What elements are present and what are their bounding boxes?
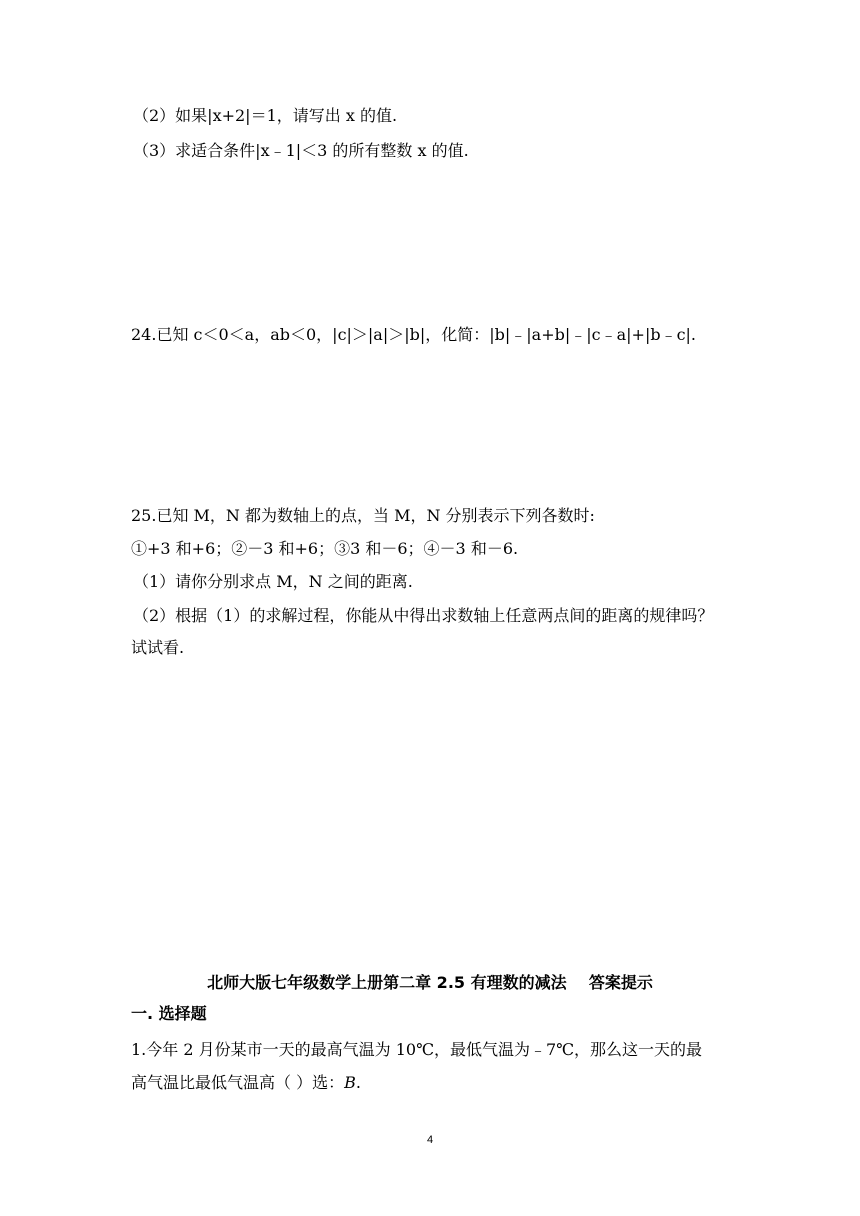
question-25-part-1: （1）请你分别求点 M，N 之间的距离.: [133, 572, 413, 591]
section-heading: 一. 选择题: [131, 1004, 207, 1023]
answer-1-line-1: 1.今年 2 月份某市一天的最高气温为 10℃，最低气温为﹣7℃，那么这一天的最: [131, 1040, 703, 1059]
answer-1-period: .: [355, 1073, 361, 1092]
answer-key-title: 北师大版七年级数学上册第二章 2.5 有理数的减法 答案提示: [207, 973, 653, 992]
question-25-stem: 25.已知 M，N 都为数轴上的点，当 M，N 分别表示下列各数时:: [131, 506, 595, 525]
question-25-part-2-continued: 试试看.: [131, 638, 185, 657]
answer-1-line-2: [131, 1072, 361, 1094]
question-24: 24.已知 c＜0＜a，ab＜0，|c|＞|a|＞|b|，化简：|b|﹣|a+b|﹣|c﹣a|+|b﹣c|.: [131, 325, 697, 344]
answer-1-line-2-text: 高气温比最低气温高（ ）选：: [131, 1073, 345, 1092]
answer-1-choice: B: [344, 1073, 356, 1092]
question-25-part-2: （2）根据（1）的求解过程，你能从中得出求数轴上任意两点间的距离的规律吗？: [133, 606, 714, 625]
question-25-cases: ①+3 和+6；②－3 和+6；③3 和－6；④－3 和－6.: [131, 539, 519, 558]
question-23-part-2: （2）如果|x+2|＝1，请写出 x 的值.: [133, 106, 398, 125]
question-23-part-3: （3）求适合条件|x﹣1|＜3 的所有整数 x 的值.: [133, 141, 469, 160]
page-number: 4: [426, 1134, 434, 1146]
